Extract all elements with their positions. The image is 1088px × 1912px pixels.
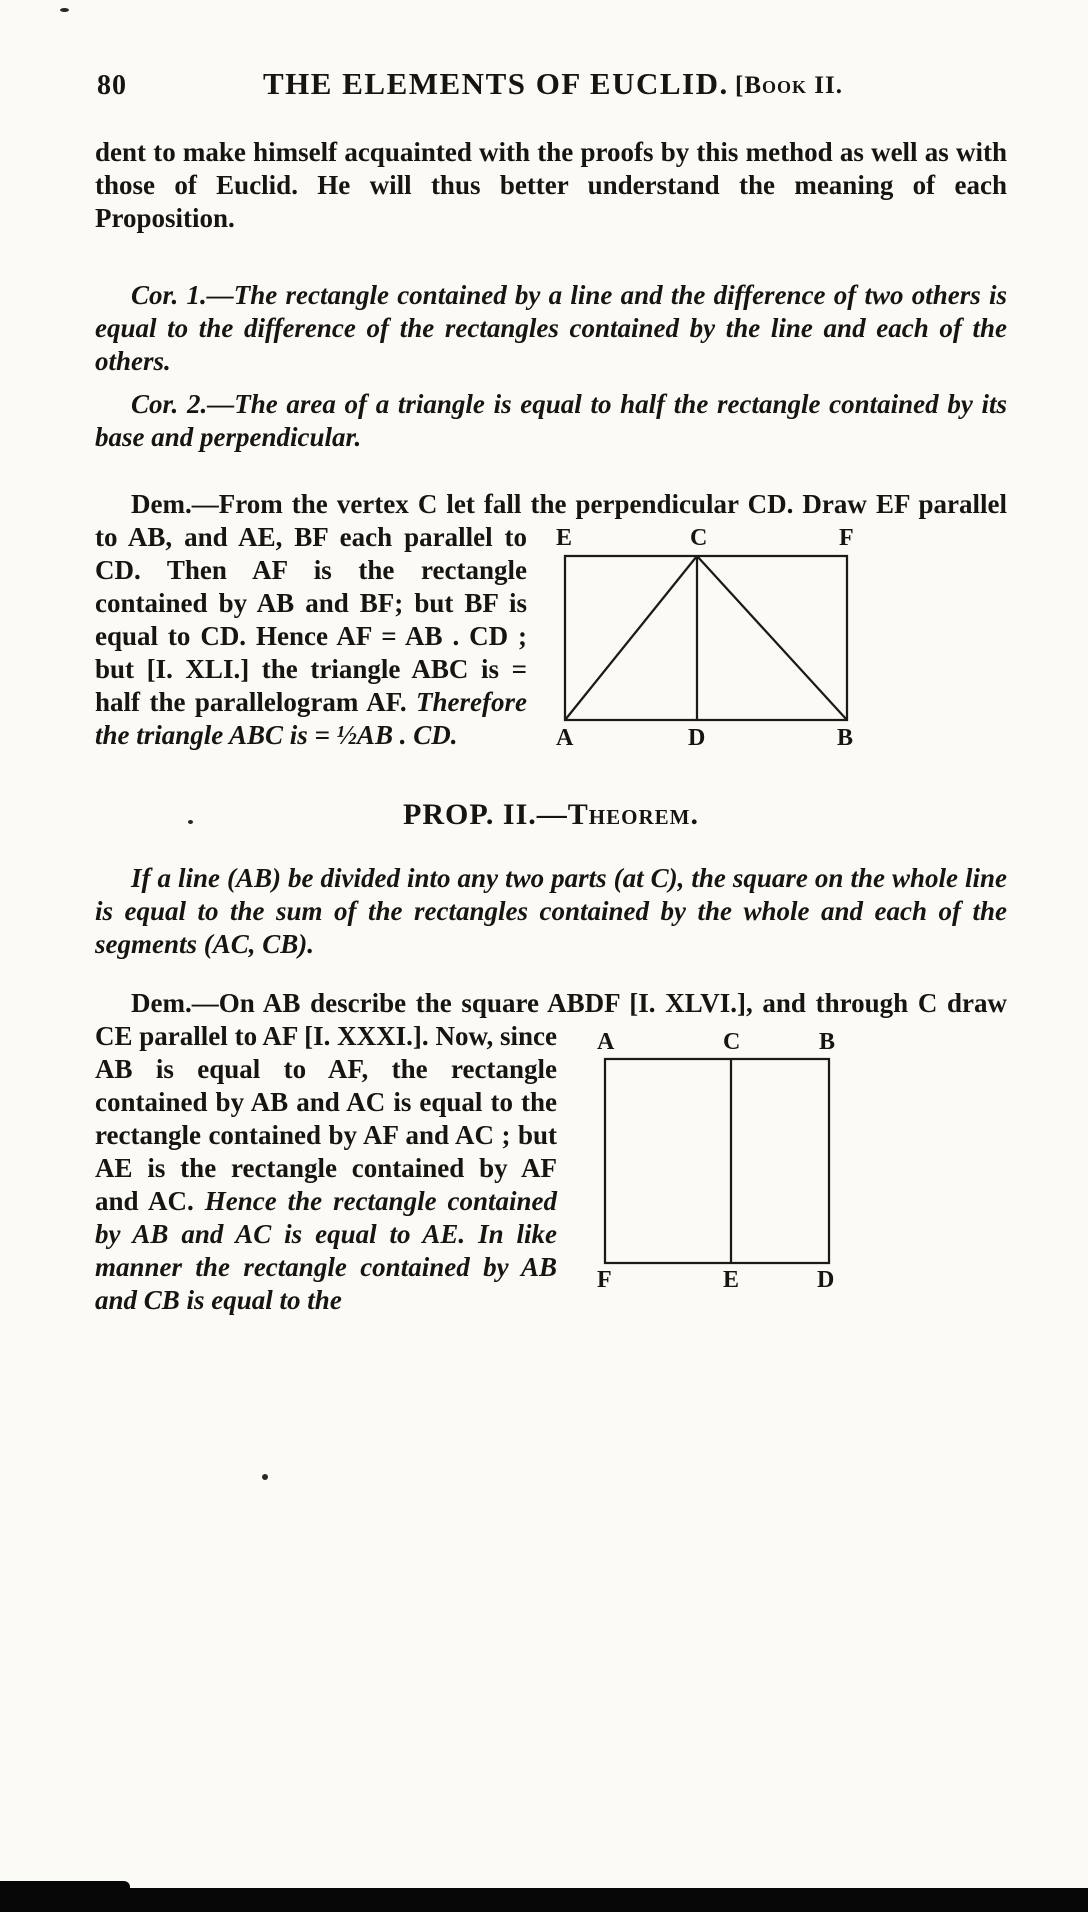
proposition-heading: PROP. II.—Theorem. [403,798,699,831]
paragraph-demonstration-2 [95,987,1007,1317]
rectangle-AEFB [565,556,847,720]
scan-speck [60,8,69,12]
figure2-label-A: A [597,1029,615,1055]
figure1-label-A: A [556,725,574,750]
figure1-label-D: D [688,725,706,750]
figure-lines [565,556,847,720]
figure2-label-E: E [723,1267,740,1291]
running-title: THE ELEMENTS OF EUCLID. [263,66,729,101]
scan-speck [262,1474,268,1480]
figure1-label-C: C [690,525,708,551]
figure2-label-C: C [723,1029,741,1055]
paragraph-proposition-statement: If a line (AB) be divided into any two parts (at C), the square on the whole line is equal to the sum of the rectangles contained by the whole and each of the segments (AC, CB). [95,863,1007,959]
dem-label: Dem. [131,489,192,519]
paragraph-corollary-1: Cor. 1.—The rectangle contained by a line and the difference of two others is equal to the difference of the rectangles contained by the line and each of the others. [95,280,1007,376]
figure1-label-E: E [556,525,573,551]
figure-square-ABDF-svg [597,1029,839,1291]
square-ABDF [605,1059,829,1263]
dem-label: Dem. [131,988,192,1018]
dem1-conclusion: Therefore the triangle ABC is = ½AB . CD. [95,687,527,750]
page-content [95,0,1007,1317]
paragraph-intro: dent to make himself acquainted with the proofs by this method as well as with those of Euclid. He will thus better understand the meaning of each Proposition. [95,137,1007,233]
figure2-label-D: D [817,1267,835,1291]
book-chapter-label: [Book II. [735,72,843,99]
figure2-label-B: B [819,1029,836,1055]
figure-rectangle-triangle-svg [555,524,857,750]
dem2-conclusion: Hence the rectangle contained by AB and AC is equal to AE. In like manner the rectangle contained by AB and CB is equal to the [95,1186,558,1315]
line-AC [565,556,697,720]
dem1-text: —From the vertex C let fall the perpendicular CD. Draw EF parallel to AB, and AE, BF each parallel to CD. Then AF is the rectangle contained by AB and BF; but BF is equal to CD. Hence AF = AB . CD ; but [I. XLI.] the triangle ABC is = half the parallelogram AF. [95,489,1007,717]
paragraph-demonstration-1 [95,488,1007,752]
figure-rectangle-triangle [537,524,1007,756]
line-CB [697,556,847,720]
scan-edge-artifact [0,1888,1088,1912]
page-number: 80 [97,70,127,101]
figure2-label-F: F [597,1267,612,1291]
figure-lines [605,1059,829,1263]
figure-square-ABDF [567,1029,1007,1297]
dem2-text: —On AB describe the square ABDF [I. XLVI.], and through C draw CE parallel to AF [I. XXXI.]. Now, since AB is equal to AF, the rectangle contained by AB and AC is equal to the rectangle contained by AF and AC ; but AE is the rectangle contained by AF and AC. [95,988,1007,1216]
paragraph-corollary-2: Cor. 2.—The area of a triangle is equal to half the rectangle contained by its base and perpendicular. [95,389,1007,452]
page-header [95,66,1007,110]
figure1-label-B: B [837,725,854,750]
figure1-label-F: F [839,525,854,551]
